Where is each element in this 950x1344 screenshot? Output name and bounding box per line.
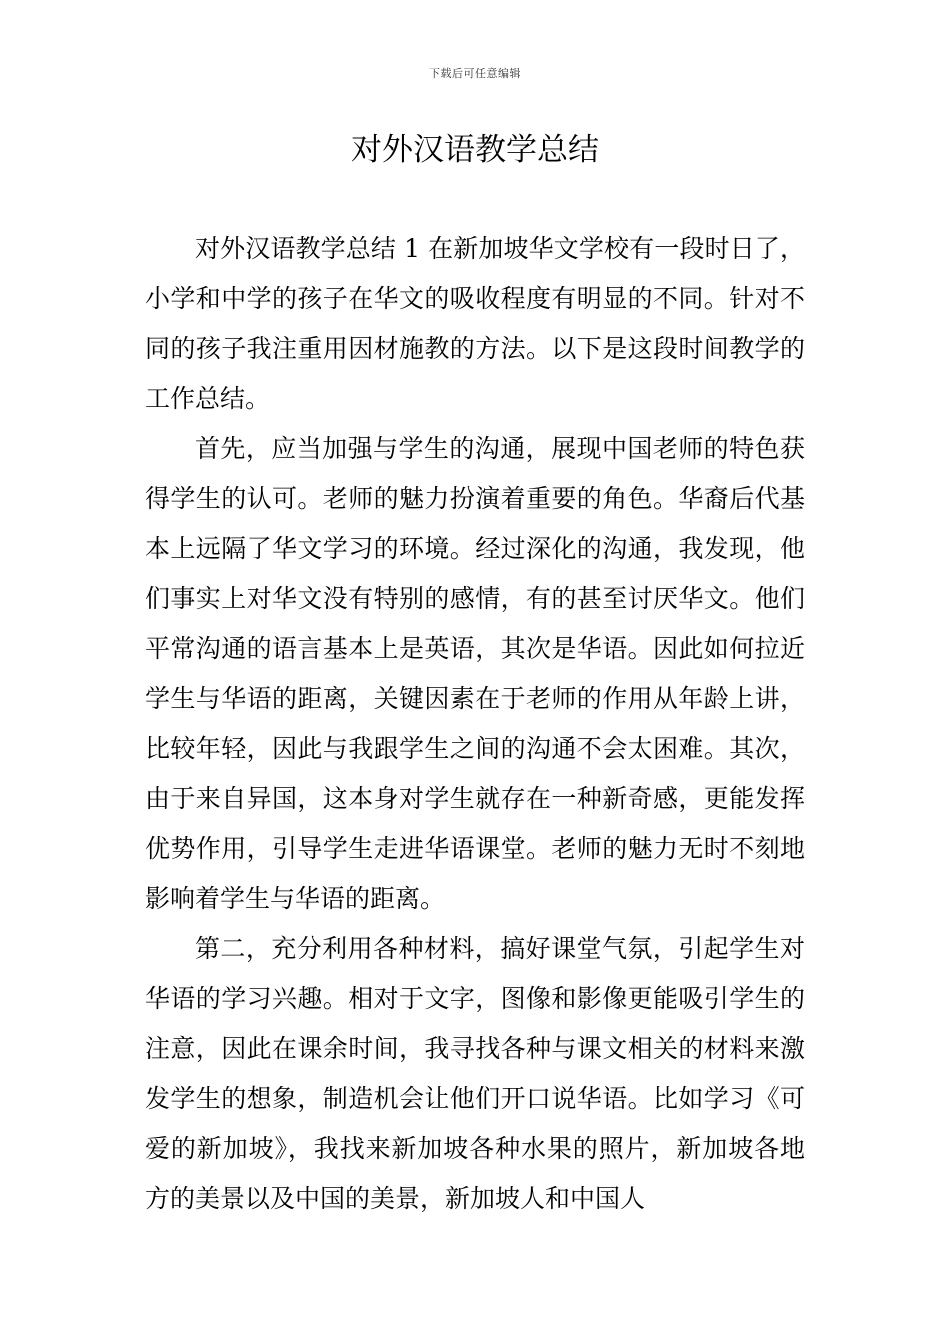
paragraph-2: 首先，应当加强与学生的沟通，展现中国老师的特色获得学生的认可。老师的魅力扮演着重要的角色。华裔后代基本上远隔了华文学习的环境。经过深化的沟通，我发现，他们事实上对华文没有特别的感情，有的甚至讨厌华文。他们平常沟通的语言基本上是英语，其次是华语。因此如何拉近学生与华语的距离，关键因素在于老师的作用从年龄上讲，比较年轻，因此与我跟学生之间的沟通不会太困难。其次，由于来自异国，这本身对学生就存在一种新奇感，更能发挥优势作用，引导学生走进华语课堂。老师的魅力无时不刻地影响着学生与华语的距离。 bbox=[145, 434, 805, 913]
document-title: 对外汉语教学总结 bbox=[351, 132, 599, 168]
paragraph-1: 对外汉语教学总结 1 在新加坡华文学校有一段时日了，小学和中学的孩子在华文的吸收程度有明显的不同。针对不同的孩子我注重用因材施教的方法。以下是这段时间教学的工作总结。 bbox=[145, 234, 805, 413]
paragraph-3: 第二，充分利用各种材料，搞好课堂气氛，引起学生对华语的学习兴趣。相对于文字，图像和影像更能吸引学生的注意，因此在课余时间，我寻找各种与课文相关的材料来激发学生的想象，制造机会让他们开口说华语。比如学习《可爱的新加坡》，我找来新加坡各种水果的照片，新加坡各地方的美景以及中国的美景，新加坡人和中国人 bbox=[145, 934, 805, 1213]
document-body bbox=[145, 224, 805, 1224]
header-note: 下载后可任意编辑 bbox=[429, 67, 521, 80]
